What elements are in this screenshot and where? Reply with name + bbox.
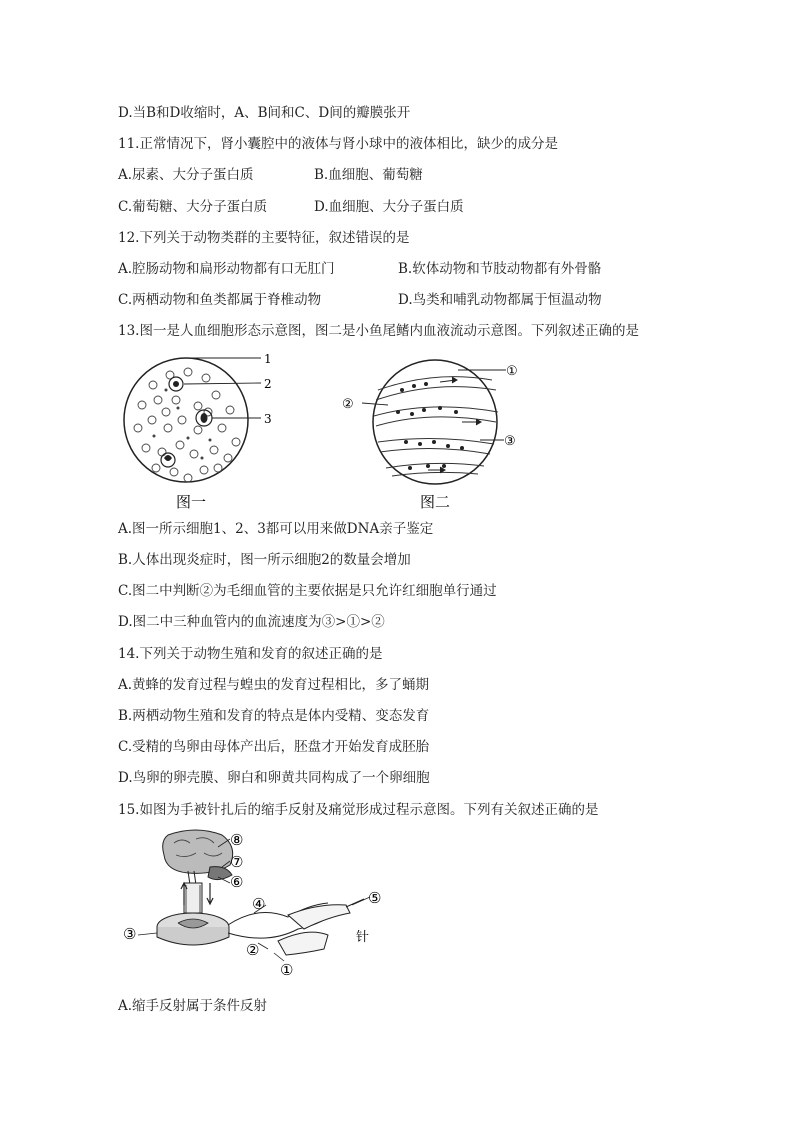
q14-option-b: B.两栖动物生殖和发育的特点是体内受精、变态发育: [118, 708, 430, 724]
reflex-label-8: ⑧: [230, 831, 244, 849]
fig2-label-2: ②: [342, 397, 354, 412]
reflex-label-1: ①: [280, 961, 294, 979]
q12-option-b: B.软体动物和节肢动物都有外骨骼: [398, 261, 602, 277]
q13-option-a: A.图一所示细胞1、2、3都可以用来做DNA亲子鉴定: [118, 521, 434, 537]
q11-option-b: B.血细胞、葡萄糖: [314, 167, 423, 183]
reflex-label-4: ④: [252, 895, 266, 913]
q10-option-d: D.当B和D收缩时，A、B间和C、D间的瓣膜张开: [118, 105, 411, 121]
q12-option-d: D.鸟类和哺乳动物都属于恒温动物: [398, 292, 602, 308]
fig1-label-1: 1: [264, 352, 272, 366]
fish-tail-figure: [340, 350, 530, 515]
reflex-arc-figure: [118, 825, 398, 990]
q11-option-d: D.血细胞、大分子蛋白质: [314, 199, 464, 215]
needle-label: 针: [356, 930, 370, 945]
q13-stem: 13.图一是人血细胞形态示意图，图二是小鱼尾鳍内血液流动示意图。下列叙述正确的是: [118, 323, 639, 339]
q13-option-b: B.人体出现炎症时，图一所示细胞2的数量会增加: [118, 552, 411, 568]
fig1-label-2: 2: [264, 377, 272, 391]
q14-option-c: C.受精的鸟卵由母体产出后，胚盘才开始发育成胚胎: [118, 739, 430, 755]
fig2-label-3: ③: [504, 434, 516, 449]
q11-option-a: A.尿素、大分子蛋白质: [118, 167, 254, 183]
q11-stem: 11.正常情况下，肾小囊腔中的液体与肾小球中的液体相比，缺少的成分是: [118, 136, 558, 152]
q14-stem: 14.下列关于动物生殖和发育的叙述正确的是: [118, 646, 383, 662]
blood-cell-figure: [118, 350, 288, 515]
q14-option-d: D.鸟卵的卵壳膜、卵白和卵黄共同构成了一个卵细胞: [118, 770, 430, 786]
fig1-caption: 图一: [176, 493, 207, 511]
q12-stem: 12.下列关于动物类群的主要特征，叙述错误的是: [118, 230, 410, 246]
q15-option-a: A.缩手反射属于条件反射: [118, 998, 268, 1014]
q15-stem: 15.如图为手被针扎后的缩手反射及痛觉形成过程示意图。下列有关叙述正确的是: [118, 802, 599, 818]
q13-option-d: D.图二中三种血管内的血流速度为③>①>②: [118, 614, 385, 630]
reflex-label-7: ⑦: [230, 853, 244, 871]
fig1-label-3: 3: [264, 412, 272, 426]
q12-option-a: A.腔肠动物和扁形动物都有口无肛门: [118, 261, 335, 277]
reflex-label-2: ②: [246, 941, 260, 959]
fig2-label-1: ①: [506, 364, 518, 379]
q11-option-c: C.葡萄糖、大分子蛋白质: [118, 199, 268, 215]
reflex-label-3: ③: [123, 925, 137, 943]
reflex-label-6: ⑥: [230, 873, 244, 891]
q13-option-c: C.图二中判断②为毛细血管的主要依据是只允许红细胞单行通过: [118, 583, 497, 599]
reflex-label-5: ⑤: [368, 889, 382, 907]
fig2-caption: 图二: [420, 493, 451, 511]
q14-option-a: A.黄蜂的发育过程与蝗虫的发育过程相比，多了蛹期: [118, 677, 430, 693]
q12-option-c: C.两栖动物和鱼类都属于脊椎动物: [118, 292, 322, 308]
